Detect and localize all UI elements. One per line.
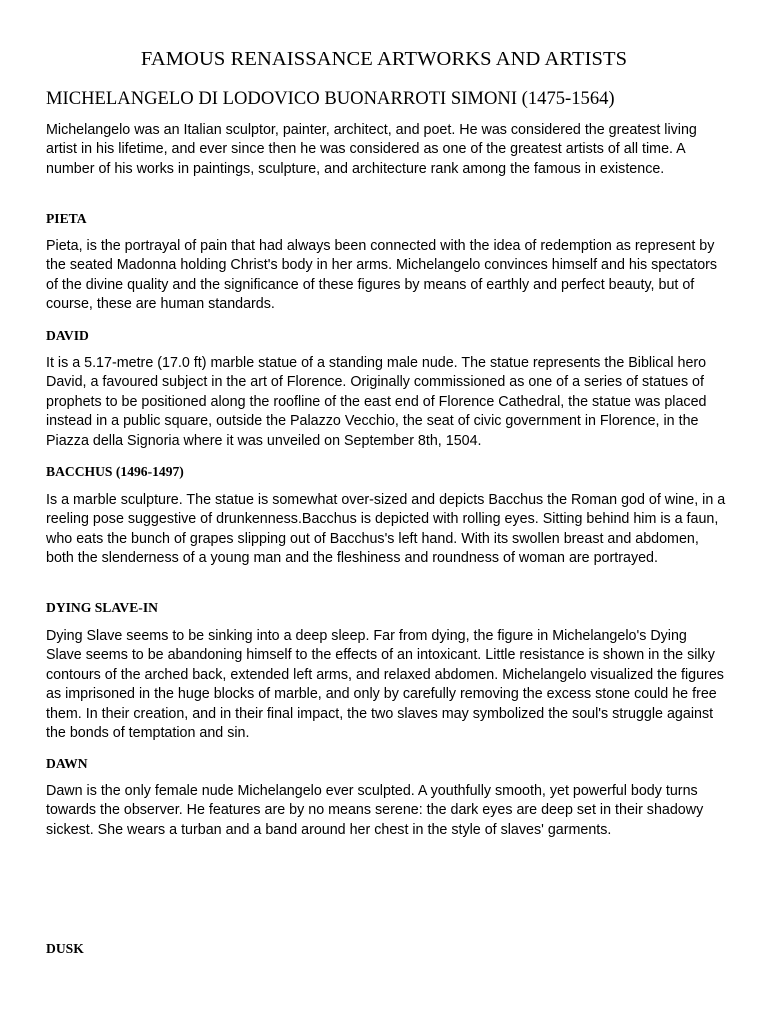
section-heading-pieta: PIETA xyxy=(46,211,87,226)
artist-heading: MICHELANGELO DI LODOVICO BUONARROTI SIMONI (1475-1564) xyxy=(46,88,615,109)
section-body-david: It is a 5.17-metre (17.0 ft) marble statue of a standing male nude. The statue represents the Biblical hero David, a favoured subject in the art of Florence. Originally commissioned as one of a series of statues of prophets to be positioned along the roofline of the east end of Florence Cathedral, the statue was placed instead in a public square, outside the Palazzo Vecchio, the seat of civic government in Florence, in the Piazza della Signoria where it was unveiled on September 8th, 1504. xyxy=(46,355,707,449)
section-heading-dawn: DAWN xyxy=(46,756,88,771)
intro-paragraph: Michelangelo was an Italian sculptor, painter, architect, and poet. He was considered the greatest living artist in his lifetime, and ever since then he was considered as one of the greatest artists of all time. A number of his works in paintings, sculpture, and architecture rank among the famous in existence. xyxy=(46,122,697,177)
section-heading-dying-slave: DYING SLAVE-IN xyxy=(46,600,158,615)
section-heading-david: DAVID xyxy=(46,328,89,343)
section-heading-dusk: DUSK xyxy=(46,941,84,956)
section-body-dying-slave: Dying Slave seems to be sinking into a deep sleep. Far from dying, the figure in Michelangelo's Dying Slave seems to be abandoning himself to the effects of an intoxicant. Little resistance is shown in the silky contours of the arched back, extended left arms, and relaxed abdomen. Michelangelo visualized the figures as imprisoned in the huge blocks of marble, and only by carefully removing the excess stone could he free them. In their creation, and in their final impact, the two slaves may symbolized the soul's struggle against the bonds of temptation and sin. xyxy=(46,628,724,742)
document-title: FAMOUS RENAISSANCE ARTWORKS AND ARTISTS xyxy=(140,48,628,70)
section-heading-bacchus: BACCHUS (1496-1497) xyxy=(46,464,184,479)
section-body-bacchus: Is a marble sculpture. The statue is somewhat over-sized and depicts Bacchus the Roman god of wine, in a reeling pose suggestive of drunkenness.Bacchus is depicted with rolling eyes. Sitting behind him is a faun, who eats the bunch of grapes slipping out of Bacchus's left hand. With its swollen breast and abdomen, both the slenderness of a young man and the fleshiness and roundness of woman are portrayed. xyxy=(46,492,726,567)
section-body-pieta: Pieta, is the portrayal of pain that had always been connected with the idea of redemption as represent by the seated Madonna holding Christ's body in her arms. Michelangelo convinces himself and his spectators of the divine quality and the significance of these figures by means of earthly and perfect beauty, but of course, these are human standards. xyxy=(46,238,718,313)
section-body-dawn: Dawn is the only female nude Michelangelo ever sculpted. A youthfully smooth, yet powerful body turns towards the observer. He features are by no means serene: the dark eyes are deep set in their shadowy sickest. She wears a turban and a band around her chest in the style of slaves' garments. xyxy=(46,783,704,838)
